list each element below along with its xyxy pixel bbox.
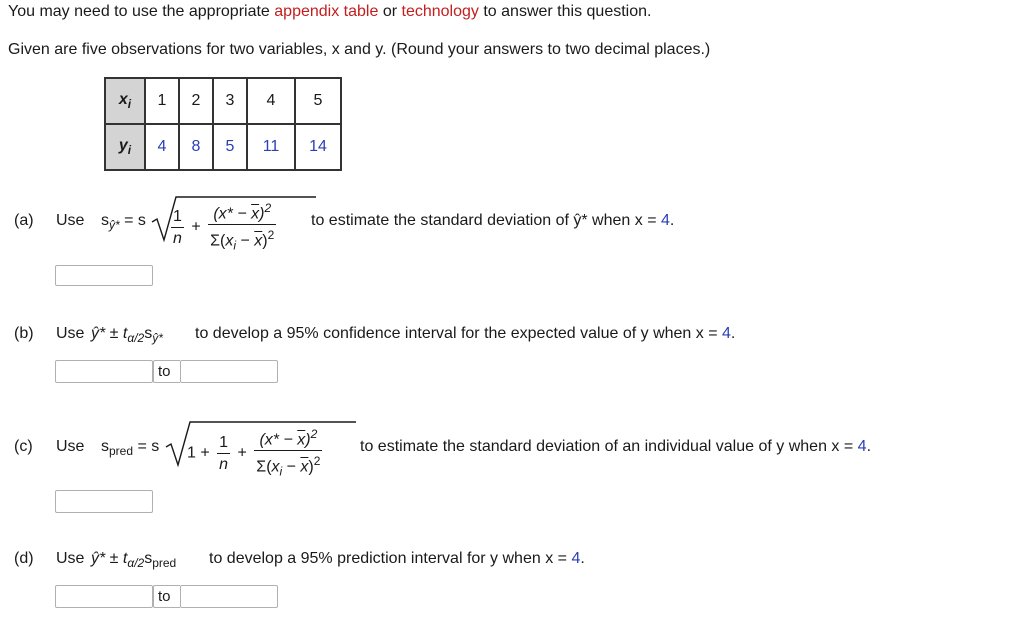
y-cell: 11	[247, 124, 295, 170]
deviation-fraction: $\frac{(x* - \overline{x})^2}{\Sigma(x_i - \overline{x})^2}$	[256, 427, 321, 479]
part-c-description: to estimate the standard deviation of an individual value of y when x = 4.	[360, 438, 872, 455]
deviation-fraction: $\frac{(x* - \overline{x})^2}{\Sigma(x_i - \overline{x})^2}$	[210, 201, 275, 253]
part-a-description: to estimate the standard deviation of ŷ* when x = 4.	[311, 212, 675, 229]
appendix-table-link[interactable]: appendix table	[274, 3, 379, 20]
part-a-use: Use	[56, 212, 85, 229]
part-d-lower-input[interactable]	[55, 585, 153, 608]
part-c-answer-input[interactable]	[55, 490, 153, 513]
part-b-formula: ŷ* ± $t_{\alpha/2}s_{ŷ*}$	[91, 325, 163, 346]
x-value: 4	[857, 438, 867, 455]
instructions-or: or	[382, 3, 398, 20]
y-cell: 5	[213, 124, 247, 170]
part-d-to-label: to	[153, 585, 180, 608]
part-c-use: Use	[56, 438, 85, 455]
part-b-lower-input[interactable]	[55, 360, 153, 383]
y-cell: 4	[145, 124, 179, 170]
part-c-lhs: $s_{pred} = s$	[101, 438, 160, 459]
part-b-to-label: to	[153, 360, 180, 383]
y-header: $y_i$	[105, 124, 145, 170]
one-over-n-fraction: $\frac{1}{n}$	[219, 433, 229, 473]
part-a-answer-input[interactable]	[55, 265, 153, 286]
part-c-label: (c)	[14, 438, 33, 455]
part-d-upper-input[interactable]	[180, 585, 278, 608]
part-d-label: (d)	[14, 550, 34, 567]
observations-table	[104, 77, 342, 171]
part-c-formula: 1 + $\frac{1}{n}$ + $\frac{(x* - \overline{x})^2}{\Sigma(x_i - \overline{x})^2}$	[187, 425, 325, 482]
instructions-text: You may need to use the appropriate	[8, 3, 270, 20]
y-cell: 8	[179, 124, 213, 170]
part-a-lhs: $s_{ŷ*} = s$	[101, 212, 146, 233]
technology-link[interactable]: technology	[401, 3, 479, 20]
x-cell: 2	[179, 78, 213, 124]
x-header: $x_i$	[105, 78, 145, 124]
part-a-label: (a)	[14, 212, 34, 229]
x-value: 4	[661, 212, 670, 229]
x-row	[105, 78, 341, 124]
part-d-formula: ŷ* ± $t_{\alpha/2}s_{pred}$	[91, 550, 177, 571]
x-cell: 1	[145, 78, 179, 124]
part-b-description: to develop a 95% confidence interval for the expected value of y when x = 4.	[195, 325, 736, 342]
y-row	[105, 124, 341, 170]
part-d-description: to develop a 95% prediction interval for y when x = 4.	[209, 550, 585, 567]
part-b-upper-input[interactable]	[180, 360, 278, 383]
part-b-label: (b)	[14, 325, 34, 342]
one-over-n-fraction: $\frac{1}{n}$	[173, 207, 182, 247]
x-cell: 5	[295, 78, 341, 124]
x-value: 4	[722, 325, 731, 342]
x-cell: 4	[247, 78, 295, 124]
part-d-use: Use	[56, 550, 85, 567]
instructions-tail: to answer this question.	[483, 3, 652, 20]
instructions-line	[8, 3, 651, 21]
part-b-use: Use	[56, 325, 85, 342]
part-a-formula: $\frac{1}{n}$ + $\frac{(x* - \overline{x})^2}{\Sigma(x_i - \overline{x})^2}$	[168, 199, 279, 256]
y-cell: 14	[295, 124, 341, 170]
question-prompt: Given are five observations for two variables, x and y. (Round your answers to two decimal places.)	[8, 41, 711, 58]
x-value: 4	[571, 550, 581, 567]
x-cell: 3	[213, 78, 247, 124]
